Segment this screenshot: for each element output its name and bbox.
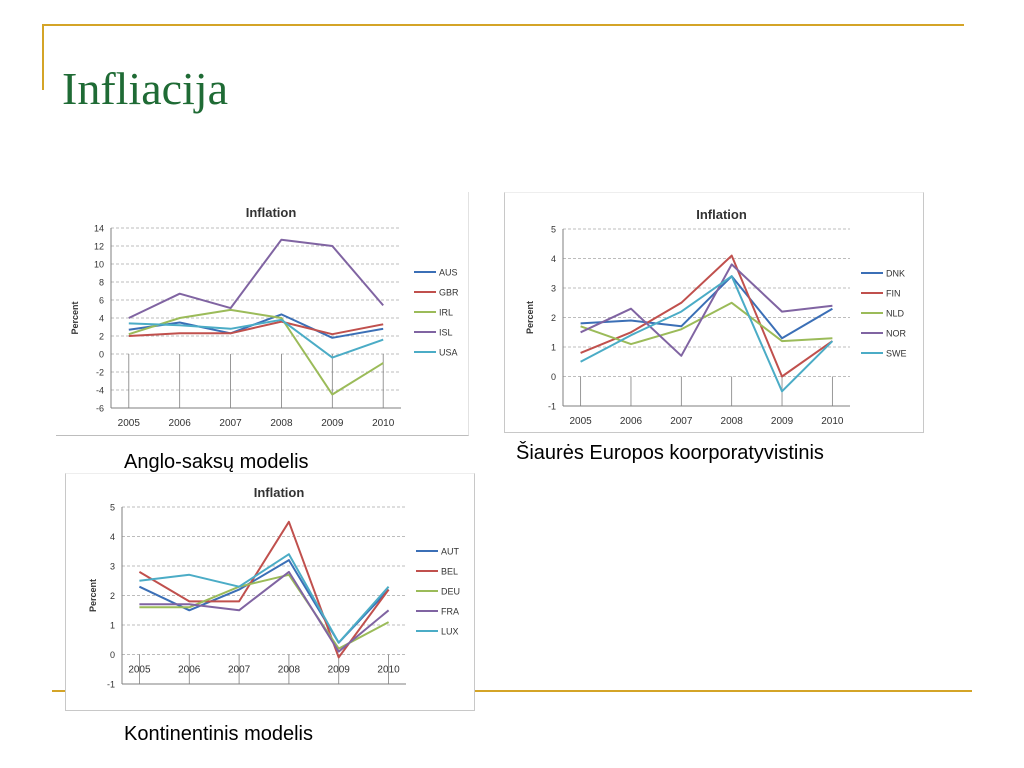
chart-continental-legend-label: DEU	[441, 586, 461, 597]
chart-continental-series-bel	[139, 522, 388, 658]
chart-continental-svg	[66, 474, 474, 710]
chart-anglo-xtick-label: 2008	[270, 418, 293, 429]
chart-anglo-ytick-label: 6	[98, 295, 104, 306]
chart-anglo-ytick-label: 10	[93, 259, 104, 270]
chart-nordic-legend-label: DNK	[886, 268, 906, 279]
chart-continental-xtick-label: 2009	[327, 664, 350, 676]
chart-anglo-legend-label: GBR	[439, 287, 459, 298]
chart-nordic-title: Inflation	[696, 207, 747, 222]
chart-nordic-legend-label: SWE	[886, 348, 907, 359]
chart-nordic-legend-label: NOR	[886, 328, 906, 339]
chart-nordic-xtick-label: 2007	[670, 416, 693, 427]
chart-anglo-legend-label: USA	[439, 347, 458, 358]
chart-panel-anglo	[56, 192, 469, 436]
chart-continental-ytick-label: -1	[106, 679, 115, 690]
chart-anglo-xtick-label: 2005	[117, 418, 140, 429]
chart-anglo-series-usa	[129, 320, 383, 358]
left-decorative-rule	[42, 24, 44, 90]
caption-anglo: Anglo-saksų modelis	[124, 451, 309, 473]
top-decorative-rule	[42, 24, 964, 26]
chart-continental-legend-label: FRA	[441, 606, 459, 617]
chart-anglo-legend-label: IRL	[439, 307, 454, 318]
chart-nordic-series-swe	[581, 276, 833, 391]
chart-anglo-xtick-label: 2010	[372, 418, 395, 429]
chart-nordic-ytick-label: 4	[550, 254, 556, 264]
chart-continental-ytick-label: 1	[109, 620, 115, 631]
chart-nordic-ylabel: Percent	[525, 300, 535, 335]
chart-nordic-xtick-label: 2009	[770, 416, 794, 427]
chart-nordic-ytick-label: 2	[550, 313, 556, 323]
chart-anglo-xtick-label: 2006	[168, 418, 191, 429]
chart-anglo-title: Inflation	[245, 205, 297, 220]
chart-continental-legend-label: BEL	[441, 566, 459, 577]
slide-title: Infliacija	[62, 63, 229, 114]
chart-anglo-svg	[56, 192, 468, 435]
chart-continental-legend-label: LUX	[441, 626, 459, 637]
chart-anglo-ytick-label: -2	[95, 367, 104, 378]
chart-continental-ytick-label: 0	[109, 650, 115, 660]
chart-continental-series-lux	[139, 554, 388, 643]
chart-anglo-ytick-label: 0	[98, 349, 104, 360]
chart-nordic-ytick-label: 0	[550, 372, 556, 382]
chart-anglo-xtick-label: 2009	[321, 418, 344, 429]
chart-nordic-xtick-label: 2010	[821, 416, 844, 427]
chart-continental-series-aut	[139, 560, 388, 643]
chart-nordic-ytick-label: 1	[550, 342, 556, 353]
chart-continental-ytick-label: 2	[109, 591, 115, 601]
chart-anglo-ytick-label: 14	[93, 223, 104, 234]
chart-nordic-legend-label: FIN	[886, 288, 901, 299]
chart-nordic-ytick-label: 3	[550, 283, 556, 294]
chart-nordic-legend-label: NLD	[886, 308, 905, 319]
chart-panel-continental	[65, 473, 475, 711]
chart-continental-legend-label: AUT	[441, 546, 459, 557]
chart-anglo-ylabel: Percent	[70, 301, 80, 335]
chart-anglo-series-isl	[129, 240, 383, 318]
chart-anglo-xtick-label: 2007	[219, 418, 242, 429]
chart-anglo-ytick-label: -6	[95, 403, 104, 414]
chart-anglo-ytick-label: 4	[98, 313, 104, 324]
chart-continental-xtick-label: 2005	[128, 664, 151, 676]
chart-continental-ytick-label: 5	[109, 502, 115, 513]
chart-continental-ytick-label: 3	[109, 561, 115, 572]
chart-nordic-xtick-label: 2006	[619, 416, 643, 427]
chart-continental-ytick-label: 4	[109, 532, 115, 542]
chart-continental-title: Inflation	[253, 485, 305, 500]
chart-nordic-xtick-label: 2005	[569, 416, 592, 427]
chart-nordic-svg	[505, 193, 923, 432]
chart-nordic-series-dnk	[581, 276, 833, 338]
chart-continental-series-deu	[139, 575, 388, 649]
chart-continental-xtick-label: 2007	[227, 664, 251, 676]
chart-anglo-legend-label: ISL	[439, 327, 453, 338]
chart-anglo-legend-label: AUS	[439, 267, 458, 278]
chart-anglo-ytick-label: -4	[95, 385, 104, 396]
chart-anglo-ytick-label: 12	[93, 241, 104, 252]
chart-anglo-ytick-label: 2	[98, 331, 104, 342]
chart-continental-xtick-label: 2010	[377, 664, 400, 676]
chart-continental-xtick-label: 2006	[178, 664, 201, 676]
chart-anglo-ytick-label: 8	[98, 277, 104, 288]
caption-continental: Kontinentinis modelis	[124, 723, 313, 745]
chart-nordic-ytick-label: 5	[550, 224, 556, 235]
chart-panel-nordic	[504, 192, 924, 433]
chart-nordic-xtick-label: 2008	[720, 416, 743, 427]
caption-nordic: Šiaurės Europos koorporatyvistinis	[516, 442, 824, 464]
chart-nordic-ytick-label: -1	[547, 401, 556, 412]
chart-continental-xtick-label: 2008	[277, 664, 301, 676]
chart-continental-ylabel: Percent	[88, 578, 98, 613]
